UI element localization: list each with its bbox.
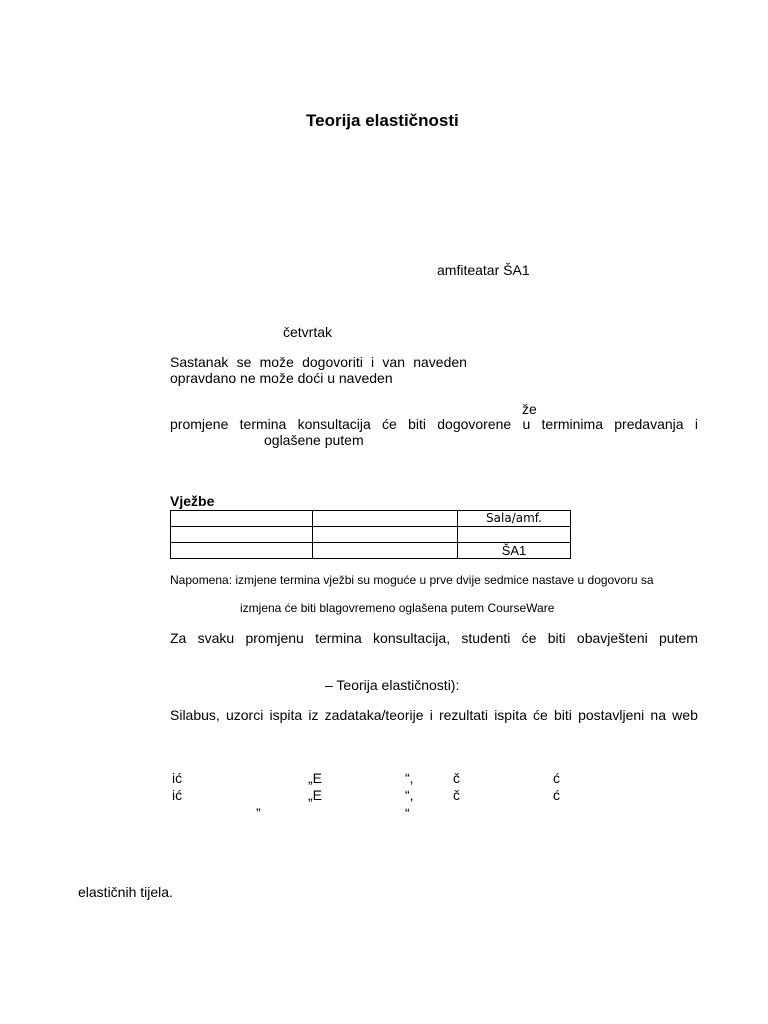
table-cell	[171, 543, 313, 559]
day-text: četvrtak	[283, 324, 333, 340]
table-cell	[458, 527, 571, 543]
table-cell	[171, 527, 313, 543]
lit-row3-col1: ”	[256, 805, 261, 821]
lit-row2-col4: č	[453, 787, 460, 803]
word: konsultacija	[297, 416, 371, 432]
word: biti	[554, 707, 572, 723]
word: iz	[308, 707, 319, 723]
consult-line-4	[170, 416, 698, 432]
word: rezultati	[438, 707, 489, 723]
consult-line-3: že	[522, 401, 537, 417]
word: ispita	[494, 707, 527, 723]
vjezbe-table	[170, 510, 571, 559]
word: naveden	[413, 354, 467, 370]
word: se	[236, 354, 252, 370]
word: biti	[408, 416, 426, 432]
word: obavješteni	[576, 630, 648, 646]
word: ispita	[269, 707, 303, 723]
word: putem	[659, 630, 698, 646]
word: promjenu	[245, 630, 304, 646]
table-row	[171, 527, 571, 543]
lit-row2-col1: ić	[172, 787, 183, 803]
word: dogovorene	[437, 416, 512, 432]
word: termina	[239, 416, 287, 432]
word: će	[533, 707, 548, 723]
word: će	[382, 416, 397, 432]
word: uzorci	[225, 707, 264, 723]
word: u	[522, 416, 531, 432]
word: zadataka/teorije	[324, 707, 424, 723]
table-cell	[313, 511, 458, 527]
word: Za	[170, 630, 187, 646]
course-reference: – Teorija elastičnosti):	[325, 677, 460, 693]
lit-row3-col2: “	[405, 805, 410, 821]
silabus-line	[170, 707, 698, 723]
location-text: amfiteatar ŠA1	[437, 262, 530, 278]
lit-row1-col3: “,	[405, 770, 414, 786]
table-cell	[313, 527, 458, 543]
table-cell: ŠA1	[458, 543, 571, 559]
table-row	[171, 543, 571, 559]
word: na	[650, 707, 666, 723]
lit-row1-col4: č	[453, 770, 460, 786]
table-cell	[313, 543, 458, 559]
word: i	[371, 354, 375, 370]
table-row	[171, 511, 571, 527]
word: može	[259, 354, 294, 370]
lit-row2-col5: ć	[553, 787, 560, 803]
lit-row2-col3: “,	[405, 787, 414, 803]
word: van	[382, 354, 405, 370]
word: studenti	[461, 630, 511, 646]
word: i	[429, 707, 433, 723]
lit-row1-col1: ić	[172, 770, 183, 786]
obavijest-line	[170, 630, 698, 646]
lit-row2-col2: „E	[308, 787, 322, 803]
word: Sastanak	[170, 354, 229, 370]
word: i	[694, 416, 698, 432]
word: web	[672, 707, 698, 723]
napomena-line-1: Napomena: izmjene termina vježbi su moguće u prve dvije sedmice nastave u dogovoru sa	[170, 573, 654, 587]
word: terminima	[541, 416, 603, 432]
word: biti	[547, 630, 566, 646]
consult-line-1	[170, 354, 467, 370]
word: konsultacija,	[373, 630, 451, 646]
lit-row1-col2: „E	[308, 770, 322, 786]
word: dogovoriti	[302, 354, 363, 370]
word: termina	[315, 630, 362, 646]
lit-row1-col5: ć	[553, 770, 560, 786]
footer-text: elastičnih tijela.	[78, 884, 173, 900]
word: svaku	[197, 630, 235, 646]
napomena-line-2: izmjena će biti blagovremeno oglašena putem CourseWare	[240, 601, 555, 615]
vjezbe-heading: Vježbe	[170, 493, 215, 509]
page-title: Teorija elastičnosti	[306, 111, 459, 130]
table-cell-header: Sala/amf.	[458, 511, 571, 527]
word: postavljeni	[578, 707, 645, 723]
word: će	[521, 630, 537, 646]
consult-line-2: opravdano ne može doći u naveden	[170, 370, 393, 386]
consult-line-5: oglašene putem	[264, 432, 364, 448]
word: Silabus,	[170, 707, 220, 723]
word: predavanja	[614, 416, 684, 432]
word: promjene	[170, 416, 229, 432]
table-cell	[171, 511, 313, 527]
